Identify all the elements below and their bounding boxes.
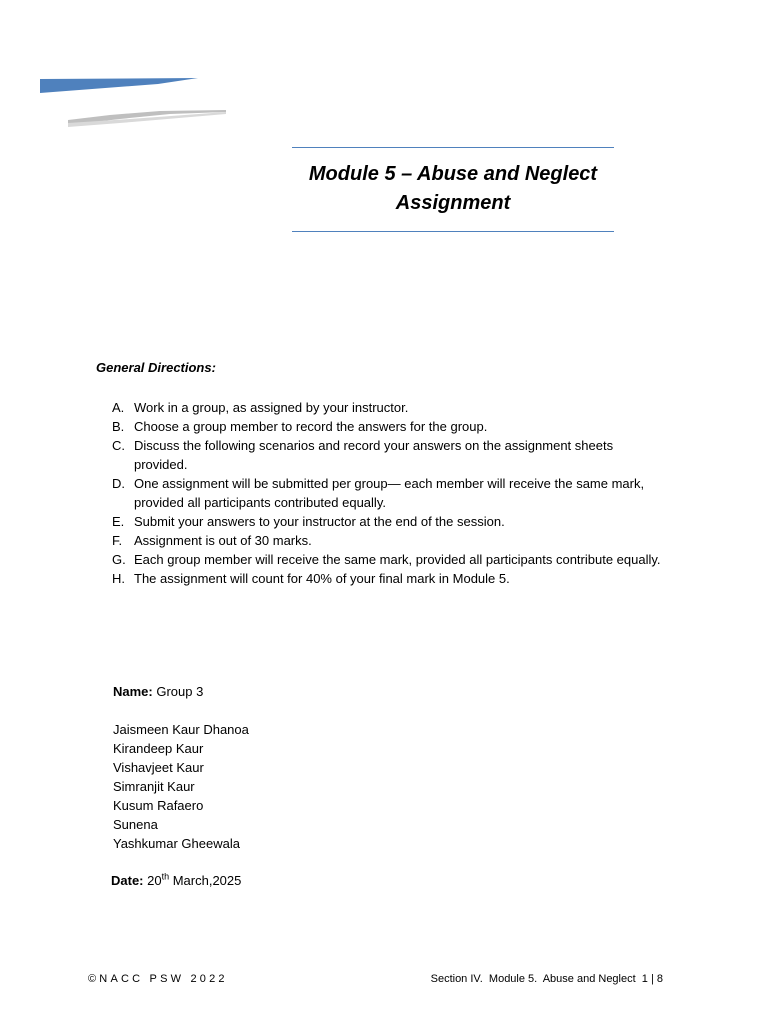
date-line — [111, 871, 241, 890]
member-name: Kusum Rafaero — [113, 798, 204, 813]
date-day: 20 — [143, 873, 162, 888]
title-rule-bottom — [292, 231, 614, 232]
directions-item — [105, 398, 665, 417]
item-marker: G. — [112, 552, 126, 567]
group-name-value: Group 3 — [152, 684, 204, 699]
title-rule-top — [292, 147, 614, 148]
item-marker: A. — [112, 400, 125, 415]
item-marker: B. — [112, 419, 125, 434]
page-title — [292, 160, 614, 218]
item-text: Choose a group member to record the answers for the group. — [134, 419, 488, 434]
item-text: Work in a group, as assigned by your instructor. — [134, 400, 409, 415]
item-marker: H. — [112, 571, 125, 586]
title-line-2: Assignment — [395, 192, 511, 214]
directions-item — [105, 417, 665, 436]
directions-item — [105, 436, 665, 474]
header-logo-stripes — [40, 76, 230, 128]
item-marker: E. — [112, 514, 125, 529]
item-text: Discuss the following scenarios and record your answers on the assignment sheets provided. — [134, 438, 614, 472]
directions-item — [105, 550, 665, 569]
date-rest: March,2025 — [169, 873, 242, 888]
member-name: Jaismeen Kaur Dhanoa — [113, 722, 249, 737]
date-label: Date: — [111, 873, 144, 888]
footer-copyright: ©NACC PSW 2022 — [88, 973, 228, 985]
member-name: Kirandeep Kaur — [113, 741, 204, 756]
item-marker: D. — [112, 476, 125, 491]
member-list — [113, 720, 249, 853]
directions-item — [105, 512, 665, 531]
item-marker: C. — [112, 438, 125, 453]
item-text: Submit your answers to your instructor at the end of the session. — [134, 514, 505, 529]
directions-item — [105, 531, 665, 550]
directions-heading: General Directions: — [96, 360, 216, 375]
item-marker: F. — [112, 533, 123, 548]
member-name: Yashkumar Gheewala — [113, 836, 240, 851]
date-suffix: th — [161, 871, 170, 882]
directions-item — [105, 474, 665, 512]
item-text: One assignment will be submitted per group— each member will receive the same mark, provided all participants contributed equally. — [134, 476, 645, 510]
footer-section-page: Section IV. Module 5. Abuse and Neglect 1 | 8 — [430, 973, 663, 985]
directions-list — [105, 398, 665, 588]
item-text: Each group member will receive the same mark, provided all participants contribute equally. — [134, 552, 661, 567]
group-name-line — [113, 682, 249, 701]
group-info — [113, 682, 249, 853]
member-name: Sunena — [113, 817, 158, 832]
member-name: Vishavjeet Kaur — [113, 760, 204, 775]
member-name: Simranjit Kaur — [113, 779, 195, 794]
item-text: Assignment is out of 30 marks. — [134, 533, 312, 548]
title-line-1: Module 5 – Abuse and Neglect — [308, 163, 598, 185]
name-label: Name: — [113, 684, 153, 699]
item-text: The assignment will count for 40% of your final mark in Module 5. — [134, 571, 510, 586]
directions-item — [105, 569, 665, 588]
